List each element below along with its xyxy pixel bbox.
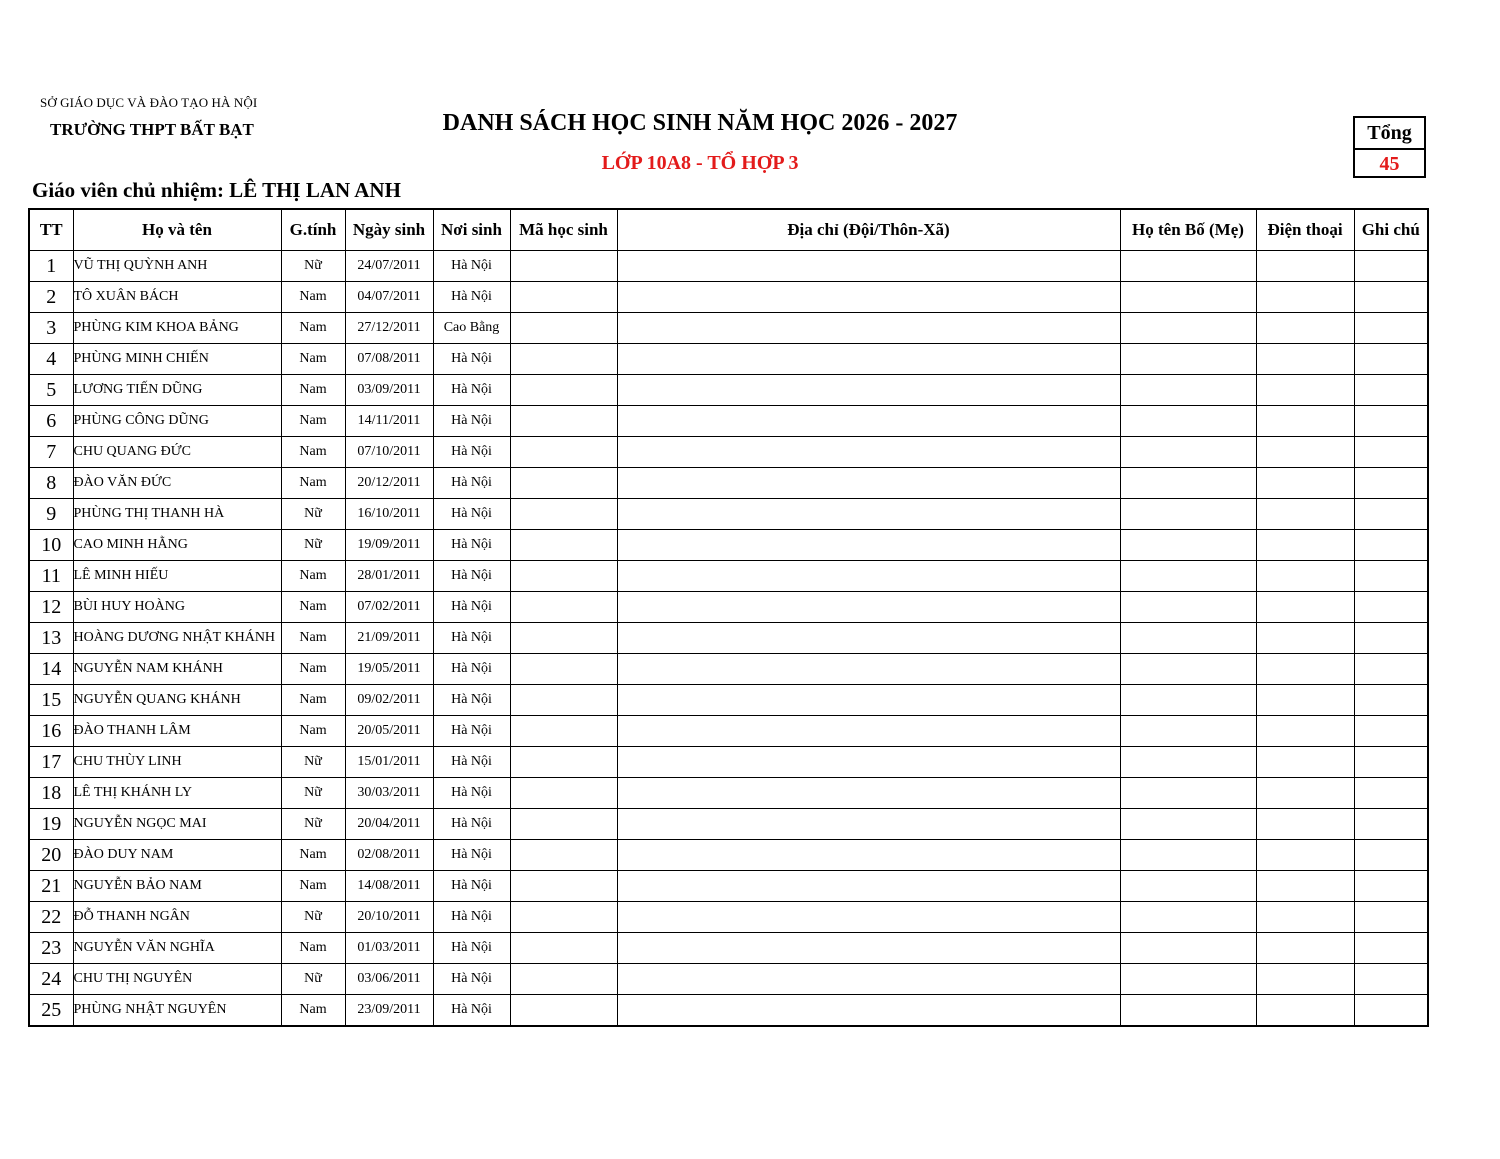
row-number: 17	[29, 747, 73, 778]
column-header-notes: Ghi chú	[1354, 209, 1428, 251]
student-gender: Nam	[281, 871, 345, 902]
table-header-row	[29, 209, 1428, 251]
student-name: CHU QUANG ĐỨC	[73, 437, 281, 468]
row-number: 20	[29, 840, 73, 871]
student-pob: Hà Nội	[433, 406, 510, 437]
notes-cell	[1354, 437, 1428, 468]
student-name: CHU THỊ NGUYÊN	[73, 964, 281, 995]
notes-cell	[1354, 251, 1428, 282]
notes-cell	[1354, 592, 1428, 623]
student-gender: Nữ	[281, 747, 345, 778]
parent-name-cell	[1120, 344, 1256, 375]
phone-cell	[1256, 437, 1354, 468]
parent-name-cell	[1120, 902, 1256, 933]
parent-name-cell	[1120, 933, 1256, 964]
phone-cell	[1256, 778, 1354, 809]
row-number: 5	[29, 375, 73, 406]
address-cell	[617, 344, 1120, 375]
row-number: 6	[29, 406, 73, 437]
notes-cell	[1354, 375, 1428, 406]
table-row	[29, 251, 1428, 282]
address-cell	[617, 840, 1120, 871]
student-name: TÔ XUÂN BÁCH	[73, 282, 281, 313]
student-pob: Hà Nội	[433, 623, 510, 654]
student-id-cell	[510, 871, 617, 902]
student-id-cell	[510, 561, 617, 592]
student-id-cell	[510, 437, 617, 468]
phone-cell	[1256, 747, 1354, 778]
student-name: NGUYỄN NGỌC MAI	[73, 809, 281, 840]
student-table	[28, 208, 1429, 1027]
student-name: ĐÀO VĂN ĐỨC	[73, 468, 281, 499]
phone-cell	[1256, 592, 1354, 623]
table-row	[29, 933, 1428, 964]
student-dob: 24/07/2011	[345, 251, 433, 282]
table-row	[29, 716, 1428, 747]
student-gender: Nam	[281, 654, 345, 685]
column-header-student-id: Mã học sinh	[510, 209, 617, 251]
student-gender: Nam	[281, 313, 345, 344]
table-row	[29, 282, 1428, 313]
address-cell	[617, 561, 1120, 592]
table-row	[29, 871, 1428, 902]
phone-cell	[1256, 902, 1354, 933]
table-row	[29, 592, 1428, 623]
student-pob: Hà Nội	[433, 964, 510, 995]
phone-cell	[1256, 623, 1354, 654]
row-number: 21	[29, 871, 73, 902]
student-name: VŨ THỊ QUỲNH ANH	[73, 251, 281, 282]
phone-cell	[1256, 871, 1354, 902]
student-gender: Nam	[281, 995, 345, 1027]
student-id-cell	[510, 654, 617, 685]
phone-cell	[1256, 375, 1354, 406]
address-cell	[617, 251, 1120, 282]
student-dob: 14/08/2011	[345, 871, 433, 902]
student-id-cell	[510, 902, 617, 933]
row-number: 16	[29, 716, 73, 747]
student-dob: 27/12/2011	[345, 313, 433, 344]
parent-name-cell	[1120, 468, 1256, 499]
student-pob: Hà Nội	[433, 995, 510, 1027]
student-id-cell	[510, 747, 617, 778]
student-name: ĐÀO THANH LÂM	[73, 716, 281, 747]
student-gender: Nữ	[281, 902, 345, 933]
student-pob: Hà Nội	[433, 468, 510, 499]
column-header-phone: Điện thoại	[1256, 209, 1354, 251]
row-number: 4	[29, 344, 73, 375]
phone-cell	[1256, 933, 1354, 964]
notes-cell	[1354, 561, 1428, 592]
table-body	[29, 251, 1428, 1027]
student-name: NGUYỄN NAM KHÁNH	[73, 654, 281, 685]
row-number: 11	[29, 561, 73, 592]
row-number: 19	[29, 809, 73, 840]
table-row	[29, 654, 1428, 685]
student-name: BÙI HUY HOÀNG	[73, 592, 281, 623]
column-header-gender: G.tính	[281, 209, 345, 251]
phone-cell	[1256, 716, 1354, 747]
student-name: PHÙNG CÔNG DŨNG	[73, 406, 281, 437]
student-name: NGUYỄN BẢO NAM	[73, 871, 281, 902]
student-name: PHÙNG KIM KHOA BẢNG	[73, 313, 281, 344]
notes-cell	[1354, 933, 1428, 964]
column-header-tt: TT	[29, 209, 73, 251]
student-gender: Nam	[281, 840, 345, 871]
student-name: PHÙNG THỊ THANH HÀ	[73, 499, 281, 530]
notes-cell	[1354, 747, 1428, 778]
student-name: NGUYỄN QUANG KHÁNH	[73, 685, 281, 716]
student-gender: Nữ	[281, 809, 345, 840]
table-row	[29, 747, 1428, 778]
parent-name-cell	[1120, 747, 1256, 778]
phone-cell	[1256, 654, 1354, 685]
address-cell	[617, 530, 1120, 561]
student-id-cell	[510, 995, 617, 1027]
student-id-cell	[510, 251, 617, 282]
notes-cell	[1354, 282, 1428, 313]
document-title: DANH SÁCH HỌC SINH NĂM HỌC 2026 - 2027	[442, 110, 958, 136]
student-id-cell	[510, 592, 617, 623]
student-pob: Cao Bằng	[433, 313, 510, 344]
student-gender: Nữ	[281, 499, 345, 530]
notes-cell	[1354, 685, 1428, 716]
student-pob: Hà Nội	[433, 902, 510, 933]
row-number: 15	[29, 685, 73, 716]
parent-name-cell	[1120, 499, 1256, 530]
column-header-address: Địa chỉ (Đội/Thôn-Xã)	[617, 209, 1120, 251]
student-gender: Nữ	[281, 251, 345, 282]
address-cell	[617, 313, 1120, 344]
row-number: 22	[29, 902, 73, 933]
student-pob: Hà Nội	[433, 530, 510, 561]
student-gender: Nam	[281, 282, 345, 313]
row-number: 25	[29, 995, 73, 1027]
notes-cell	[1354, 809, 1428, 840]
address-cell	[617, 778, 1120, 809]
notes-cell	[1354, 499, 1428, 530]
phone-cell	[1256, 964, 1354, 995]
row-number: 12	[29, 592, 73, 623]
address-cell	[617, 468, 1120, 499]
student-gender: Nam	[281, 716, 345, 747]
student-dob: 23/09/2011	[345, 995, 433, 1027]
address-cell	[617, 902, 1120, 933]
class-subtitle: LỚP 10A8 - TỔ HỢP 3	[601, 152, 799, 174]
parent-name-cell	[1120, 623, 1256, 654]
student-name: LÊ MINH HIẾU	[73, 561, 281, 592]
student-dob: 03/06/2011	[345, 964, 433, 995]
student-pob: Hà Nội	[433, 716, 510, 747]
student-dob: 16/10/2011	[345, 499, 433, 530]
student-gender: Nam	[281, 468, 345, 499]
row-number: 14	[29, 654, 73, 685]
table-row	[29, 964, 1428, 995]
parent-name-cell	[1120, 313, 1256, 344]
student-id-cell	[510, 623, 617, 654]
student-pob: Hà Nội	[433, 809, 510, 840]
school-name: TRƯỜNG THPT BẤT BẠT	[50, 120, 254, 139]
address-cell	[617, 933, 1120, 964]
row-number: 9	[29, 499, 73, 530]
notes-cell	[1354, 840, 1428, 871]
parent-name-cell	[1120, 437, 1256, 468]
student-pob: Hà Nội	[433, 592, 510, 623]
row-number: 13	[29, 623, 73, 654]
student-dob: 03/09/2011	[345, 375, 433, 406]
table-row	[29, 468, 1428, 499]
notes-cell	[1354, 654, 1428, 685]
parent-name-cell	[1120, 840, 1256, 871]
phone-cell	[1256, 840, 1354, 871]
notes-cell	[1354, 313, 1428, 344]
address-cell	[617, 716, 1120, 747]
notes-cell	[1354, 344, 1428, 375]
notes-cell	[1354, 406, 1428, 437]
student-name: CHU THÙY LINH	[73, 747, 281, 778]
table-row	[29, 561, 1428, 592]
table-row	[29, 437, 1428, 468]
parent-name-cell	[1120, 251, 1256, 282]
student-dob: 07/10/2011	[345, 437, 433, 468]
address-cell	[617, 592, 1120, 623]
student-name: NGUYỄN VĂN NGHĨA	[73, 933, 281, 964]
student-name: LÊ THỊ KHÁNH LY	[73, 778, 281, 809]
address-cell	[617, 654, 1120, 685]
student-dob: 19/05/2011	[345, 654, 433, 685]
parent-name-cell	[1120, 561, 1256, 592]
table-row	[29, 995, 1428, 1027]
student-gender: Nam	[281, 375, 345, 406]
student-dob: 28/01/2011	[345, 561, 433, 592]
table-row	[29, 313, 1428, 344]
student-id-cell	[510, 685, 617, 716]
address-cell	[617, 282, 1120, 313]
notes-cell	[1354, 468, 1428, 499]
student-pob: Hà Nội	[433, 933, 510, 964]
student-id-cell	[510, 468, 617, 499]
student-dob: 20/05/2011	[345, 716, 433, 747]
student-gender: Nam	[281, 344, 345, 375]
student-dob: 04/07/2011	[345, 282, 433, 313]
address-cell	[617, 995, 1120, 1027]
parent-name-cell	[1120, 964, 1256, 995]
table-row	[29, 530, 1428, 561]
student-pob: Hà Nội	[433, 344, 510, 375]
row-number: 1	[29, 251, 73, 282]
homeroom-teacher: Giáo viên chủ nhiệm: LÊ THỊ LAN ANH	[32, 178, 401, 202]
student-id-cell	[510, 716, 617, 747]
phone-cell	[1256, 406, 1354, 437]
parent-name-cell	[1120, 654, 1256, 685]
column-header-name: Họ và tên	[73, 209, 281, 251]
student-name: PHÙNG MINH CHIẾN	[73, 344, 281, 375]
student-id-cell	[510, 313, 617, 344]
parent-name-cell	[1120, 530, 1256, 561]
student-dob: 20/10/2011	[345, 902, 433, 933]
table-row	[29, 623, 1428, 654]
student-id-cell	[510, 778, 617, 809]
student-id-cell	[510, 499, 617, 530]
student-pob: Hà Nội	[433, 282, 510, 313]
parent-name-cell	[1120, 685, 1256, 716]
address-cell	[617, 871, 1120, 902]
address-cell	[617, 499, 1120, 530]
student-dob: 21/09/2011	[345, 623, 433, 654]
address-cell	[617, 406, 1120, 437]
address-cell	[617, 747, 1120, 778]
parent-name-cell	[1120, 282, 1256, 313]
student-id-cell	[510, 282, 617, 313]
row-number: 2	[29, 282, 73, 313]
row-number: 18	[29, 778, 73, 809]
total-label: Tổng	[1355, 118, 1424, 150]
column-header-dob: Ngày sinh	[345, 209, 433, 251]
notes-cell	[1354, 995, 1428, 1027]
parent-name-cell	[1120, 592, 1256, 623]
address-cell	[617, 809, 1120, 840]
student-pob: Hà Nội	[433, 778, 510, 809]
phone-cell	[1256, 561, 1354, 592]
student-name: PHÙNG NHẬT NGUYÊN	[73, 995, 281, 1027]
table-row	[29, 685, 1428, 716]
phone-cell	[1256, 530, 1354, 561]
phone-cell	[1256, 809, 1354, 840]
student-pob: Hà Nội	[433, 375, 510, 406]
student-dob: 14/11/2011	[345, 406, 433, 437]
student-gender: Nam	[281, 933, 345, 964]
notes-cell	[1354, 871, 1428, 902]
notes-cell	[1354, 964, 1428, 995]
student-dob: 07/08/2011	[345, 344, 433, 375]
total-value: 45	[1379, 153, 1400, 175]
student-id-cell	[510, 964, 617, 995]
student-pob: Hà Nội	[433, 499, 510, 530]
student-pob: Hà Nội	[433, 871, 510, 902]
student-pob: Hà Nội	[433, 654, 510, 685]
row-number: 24	[29, 964, 73, 995]
phone-cell	[1256, 685, 1354, 716]
student-name: LƯƠNG TIẾN DŨNG	[73, 375, 281, 406]
table-row	[29, 840, 1428, 871]
student-gender: Nam	[281, 437, 345, 468]
table-row	[29, 344, 1428, 375]
column-header-pob: Nơi sinh	[433, 209, 510, 251]
student-gender: Nữ	[281, 778, 345, 809]
student-gender: Nam	[281, 592, 345, 623]
parent-name-cell	[1120, 716, 1256, 747]
notes-cell	[1354, 623, 1428, 654]
student-pob: Hà Nội	[433, 685, 510, 716]
student-pob: Hà Nội	[433, 561, 510, 592]
notes-cell	[1354, 778, 1428, 809]
student-dob: 01/03/2011	[345, 933, 433, 964]
phone-cell	[1256, 995, 1354, 1027]
table-row	[29, 809, 1428, 840]
phone-cell	[1256, 313, 1354, 344]
address-cell	[617, 375, 1120, 406]
phone-cell	[1256, 499, 1354, 530]
table-row	[29, 499, 1428, 530]
address-cell	[617, 623, 1120, 654]
row-number: 3	[29, 313, 73, 344]
table-row	[29, 375, 1428, 406]
table-row	[29, 902, 1428, 933]
student-id-cell	[510, 809, 617, 840]
phone-cell	[1256, 344, 1354, 375]
student-gender: Nam	[281, 406, 345, 437]
student-pob: Hà Nội	[433, 747, 510, 778]
parent-name-cell	[1120, 406, 1256, 437]
student-dob: 20/04/2011	[345, 809, 433, 840]
student-name: ĐỖ THANH NGÂN	[73, 902, 281, 933]
parent-name-cell	[1120, 375, 1256, 406]
student-name: CAO MINH HẰNG	[73, 530, 281, 561]
notes-cell	[1354, 902, 1428, 933]
student-id-cell	[510, 530, 617, 561]
table-row	[29, 778, 1428, 809]
address-cell	[617, 964, 1120, 995]
parent-name-cell	[1120, 995, 1256, 1027]
student-name: HOÀNG DƯƠNG NHẬT KHÁNH	[73, 623, 281, 654]
student-gender: Nữ	[281, 530, 345, 561]
column-header-parent: Họ tên Bố (Mẹ)	[1120, 209, 1256, 251]
student-gender: Nam	[281, 685, 345, 716]
student-pob: Hà Nội	[433, 840, 510, 871]
student-id-cell	[510, 375, 617, 406]
row-number: 23	[29, 933, 73, 964]
notes-cell	[1354, 530, 1428, 561]
student-id-cell	[510, 406, 617, 437]
phone-cell	[1256, 468, 1354, 499]
student-dob: 09/02/2011	[345, 685, 433, 716]
student-pob: Hà Nội	[433, 437, 510, 468]
parent-name-cell	[1120, 871, 1256, 902]
notes-cell	[1354, 716, 1428, 747]
total-box	[1353, 116, 1426, 178]
row-number: 7	[29, 437, 73, 468]
student-dob: 02/08/2011	[345, 840, 433, 871]
student-id-cell	[510, 933, 617, 964]
address-cell	[617, 685, 1120, 716]
address-cell	[617, 437, 1120, 468]
row-number: 10	[29, 530, 73, 561]
phone-cell	[1256, 282, 1354, 313]
student-id-cell	[510, 344, 617, 375]
row-number: 8	[29, 468, 73, 499]
student-dob: 30/03/2011	[345, 778, 433, 809]
student-gender: Nam	[281, 623, 345, 654]
student-dob: 20/12/2011	[345, 468, 433, 499]
student-name: ĐÀO DUY NAM	[73, 840, 281, 871]
student-dob: 07/02/2011	[345, 592, 433, 623]
parent-name-cell	[1120, 778, 1256, 809]
student-id-cell	[510, 840, 617, 871]
student-gender: Nam	[281, 561, 345, 592]
phone-cell	[1256, 251, 1354, 282]
table-row	[29, 406, 1428, 437]
student-dob: 15/01/2011	[345, 747, 433, 778]
department-name: SỞ GIÁO DỤC VÀ ĐÀO TẠO HÀ NỘI	[40, 95, 258, 110]
student-pob: Hà Nội	[433, 251, 510, 282]
student-gender: Nữ	[281, 964, 345, 995]
student-dob: 19/09/2011	[345, 530, 433, 561]
parent-name-cell	[1120, 809, 1256, 840]
